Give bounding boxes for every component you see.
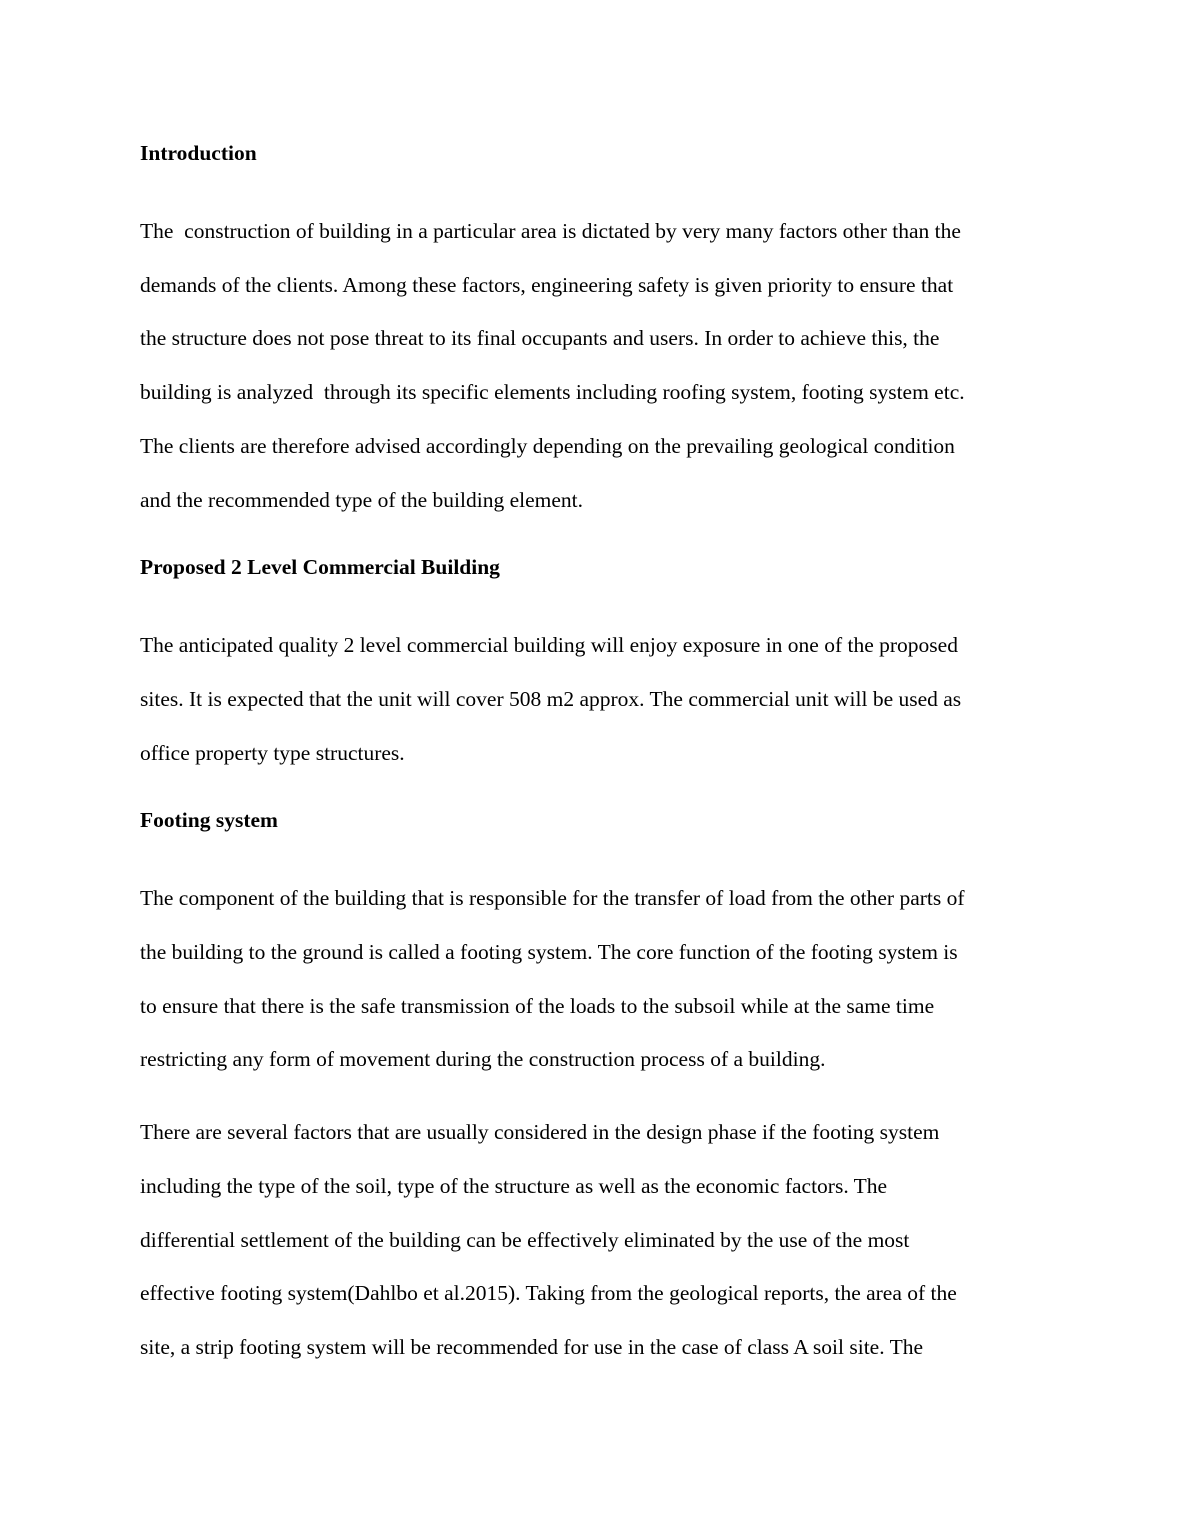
text-line: site, a strip footing system will be recommended for use in the case of class A soil site. The [140, 1334, 923, 1359]
text-line: sites. It is expected that the unit will cover 508 m2 approx. The commercial unit will be used as [140, 686, 962, 711]
paragraph-proposed-building [140, 619, 1050, 780]
paragraph-footing-1 [140, 872, 1050, 1087]
paragraph-introduction [140, 205, 1050, 527]
text-line: differential settlement of the building can be effectively eliminated by the use of the most [140, 1227, 910, 1252]
paragraph-footing-2 [140, 1106, 1050, 1375]
text-line: restricting any form of movement during the construction process of a building. [140, 1047, 826, 1072]
text-line: including the type of the soil, type of the structure as well as the economic factors. The [140, 1173, 888, 1198]
text-line: The anticipated quality 2 level commercial building will enjoy exposure in one of the proposed [140, 633, 958, 658]
text-line: the building to the ground is called a footing system. The core function of the footing system is [140, 940, 958, 965]
heading-footing-system: Footing system [140, 808, 278, 833]
heading-proposed-building: Proposed 2 Level Commercial Building [140, 555, 500, 580]
text-line: the structure does not pose threat to its final occupants and users. In order to achieve this, the [140, 326, 940, 351]
text-line: to ensure that there is the safe transmission of the loads to the subsoil while at the same time [140, 993, 935, 1018]
text-line: There are several factors that are usually considered in the design phase if the footing system [140, 1120, 940, 1145]
text-line: demands of the clients. Among these factors, engineering safety is given priority to ensure that [140, 272, 954, 297]
text-line: office property type structures. [140, 740, 405, 765]
heading-introduction: Introduction [140, 141, 257, 165]
text-line: The clients are therefore advised accordingly depending on the prevailing geological condition [140, 433, 955, 458]
text-line: effective footing system(Dahlbo et al.2015). Taking from the geological reports, the area of the [140, 1281, 957, 1306]
text-line: building is analyzed through its specific elements including roofing system, footing system etc. [140, 380, 965, 405]
text-line: The component of the building that is responsible for the transfer of load from the other parts of [140, 886, 965, 911]
text-line: The construction of building in a particular area is dictated by very many factors other than the [140, 219, 961, 243]
text-line: and the recommended type of the building element. [140, 487, 583, 512]
document-page [140, 132, 1050, 1394]
